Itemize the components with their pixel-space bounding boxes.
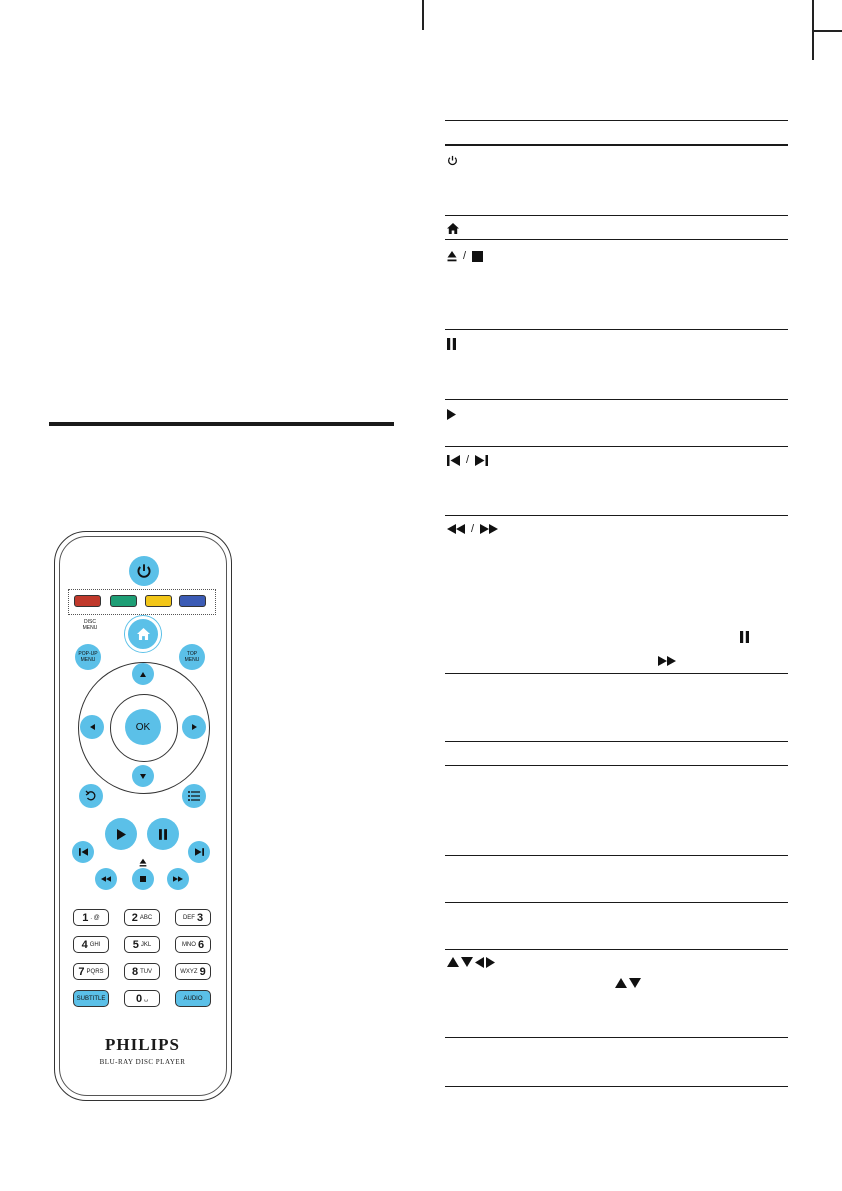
blue-key bbox=[179, 595, 206, 607]
number-key-6 bbox=[175, 936, 211, 953]
previous-button bbox=[72, 841, 94, 863]
top-menu-button bbox=[179, 644, 205, 670]
key-letters: ␣ bbox=[144, 996, 148, 1002]
key-letters: MNO bbox=[181, 941, 196, 948]
key-letters: ABC bbox=[139, 914, 153, 921]
key-digit: 7 bbox=[78, 965, 85, 978]
remote-control-illustration bbox=[54, 531, 232, 1101]
down-icon bbox=[140, 774, 146, 779]
audio-label: AUDIO bbox=[183, 995, 203, 1002]
yellow-key bbox=[145, 595, 172, 607]
table-row-rewind-forward bbox=[445, 516, 788, 674]
number-key-1 bbox=[73, 909, 109, 926]
back-icon bbox=[85, 790, 97, 802]
key-digit: 0 bbox=[136, 992, 143, 1005]
table-row bbox=[445, 742, 788, 766]
stop-button bbox=[132, 868, 154, 890]
table-row-navigation bbox=[445, 950, 788, 1038]
key-letters: PQRS bbox=[86, 968, 104, 975]
number-key-3 bbox=[175, 909, 211, 926]
section-heading-rule bbox=[49, 422, 394, 426]
crop-mark-top-left bbox=[422, 0, 424, 30]
table-row bbox=[445, 1038, 788, 1087]
table-row-eject-stop bbox=[445, 240, 788, 330]
key-digit: 8 bbox=[131, 965, 139, 978]
up-icon bbox=[140, 672, 146, 677]
play-button bbox=[105, 818, 137, 850]
nav-up-button bbox=[132, 663, 154, 685]
previous-icon bbox=[79, 848, 88, 856]
stop-icon bbox=[140, 876, 146, 882]
separator-slash: / bbox=[466, 454, 470, 466]
table-row bbox=[445, 674, 788, 742]
table-row-play bbox=[445, 400, 788, 447]
left-icon bbox=[90, 724, 95, 730]
nav-left-button bbox=[80, 715, 104, 739]
table-row bbox=[445, 903, 788, 950]
rewind-icon bbox=[101, 876, 111, 882]
next-icon bbox=[195, 848, 204, 856]
stop-icon bbox=[472, 251, 483, 262]
key-function-table bbox=[445, 120, 788, 1087]
left-icon bbox=[475, 957, 484, 968]
popup-menu-label: POP-UP MENU bbox=[78, 651, 98, 663]
nav-down-button bbox=[132, 765, 154, 787]
ok-button bbox=[125, 709, 161, 745]
number-key-4 bbox=[73, 936, 109, 953]
key-digit: 6 bbox=[197, 938, 205, 951]
popup-menu-button bbox=[75, 644, 101, 670]
key-letters: DEF bbox=[182, 914, 195, 921]
eject-icon bbox=[447, 250, 457, 262]
down-icon bbox=[461, 957, 473, 967]
play-icon bbox=[117, 829, 126, 840]
nav-right-button bbox=[182, 715, 206, 739]
separator-slash: / bbox=[471, 523, 475, 535]
options-button bbox=[182, 784, 206, 808]
pause-icon bbox=[159, 829, 167, 840]
back-button bbox=[79, 784, 103, 808]
key-digit: 2 bbox=[131, 911, 138, 924]
number-key-7 bbox=[73, 963, 109, 980]
rewind-button bbox=[95, 868, 117, 890]
key-letters: . @ bbox=[90, 914, 100, 921]
table-row bbox=[445, 766, 788, 856]
key-digit: 9 bbox=[199, 965, 206, 978]
table-row-home bbox=[445, 216, 788, 240]
fast-forward-icon bbox=[480, 524, 498, 534]
remote-power-button bbox=[129, 556, 159, 586]
table-row bbox=[445, 856, 788, 903]
pause-button bbox=[147, 818, 179, 850]
crop-mark-top-right-h bbox=[812, 30, 842, 32]
model-label: BLU-RAY DISC PLAYER bbox=[99, 1058, 186, 1066]
home-icon bbox=[447, 223, 459, 234]
table-row-pause bbox=[445, 330, 788, 400]
key-letters: GHI bbox=[89, 941, 101, 948]
green-key bbox=[110, 595, 137, 607]
next-icon bbox=[475, 455, 488, 466]
subtitle-label: SUBTITLE bbox=[76, 995, 106, 1002]
pause-icon bbox=[447, 338, 456, 350]
top-menu-label: TOP MENU bbox=[184, 651, 200, 663]
previous-icon bbox=[447, 455, 460, 466]
number-key-9 bbox=[175, 963, 211, 980]
ok-label: OK bbox=[135, 721, 151, 733]
next-button bbox=[188, 841, 210, 863]
key-letters: JKL bbox=[140, 941, 152, 948]
number-key-8 bbox=[124, 963, 160, 980]
down-icon bbox=[629, 978, 641, 988]
table-row-previous-next bbox=[445, 447, 788, 516]
power-icon bbox=[136, 563, 152, 579]
rewind-icon bbox=[447, 524, 465, 534]
subtitle-key bbox=[73, 990, 109, 1007]
brand-logo: PHILIPS bbox=[104, 1035, 181, 1054]
remote-home-button bbox=[125, 616, 161, 652]
number-key-0 bbox=[124, 990, 160, 1007]
disc-menu-label: DISC MENU bbox=[82, 619, 98, 631]
up-icon bbox=[447, 957, 459, 967]
red-key bbox=[74, 595, 101, 607]
power-icon bbox=[447, 155, 458, 166]
separator-slash: / bbox=[463, 250, 467, 262]
key-digit: 3 bbox=[196, 911, 204, 924]
play-icon bbox=[447, 409, 456, 420]
home-icon bbox=[137, 628, 150, 640]
number-key-2 bbox=[124, 909, 160, 926]
table-header bbox=[445, 120, 788, 146]
list-icon bbox=[188, 791, 200, 801]
right-icon bbox=[192, 724, 197, 730]
fast-forward-icon bbox=[658, 656, 676, 666]
pause-icon bbox=[740, 631, 749, 643]
key-digit: 5 bbox=[132, 938, 139, 951]
audio-key bbox=[175, 990, 211, 1007]
number-key-5 bbox=[124, 936, 160, 953]
key-letters: TUV bbox=[140, 968, 153, 975]
fast-forward-icon bbox=[173, 876, 183, 882]
eject-icon bbox=[139, 858, 147, 867]
key-letters: WXYZ bbox=[180, 968, 198, 975]
up-icon bbox=[615, 978, 627, 988]
key-digit: 4 bbox=[81, 938, 88, 951]
key-digit: 1 bbox=[82, 911, 89, 924]
table-row-power bbox=[445, 146, 788, 216]
right-icon bbox=[486, 957, 495, 968]
fast-forward-button bbox=[167, 868, 189, 890]
